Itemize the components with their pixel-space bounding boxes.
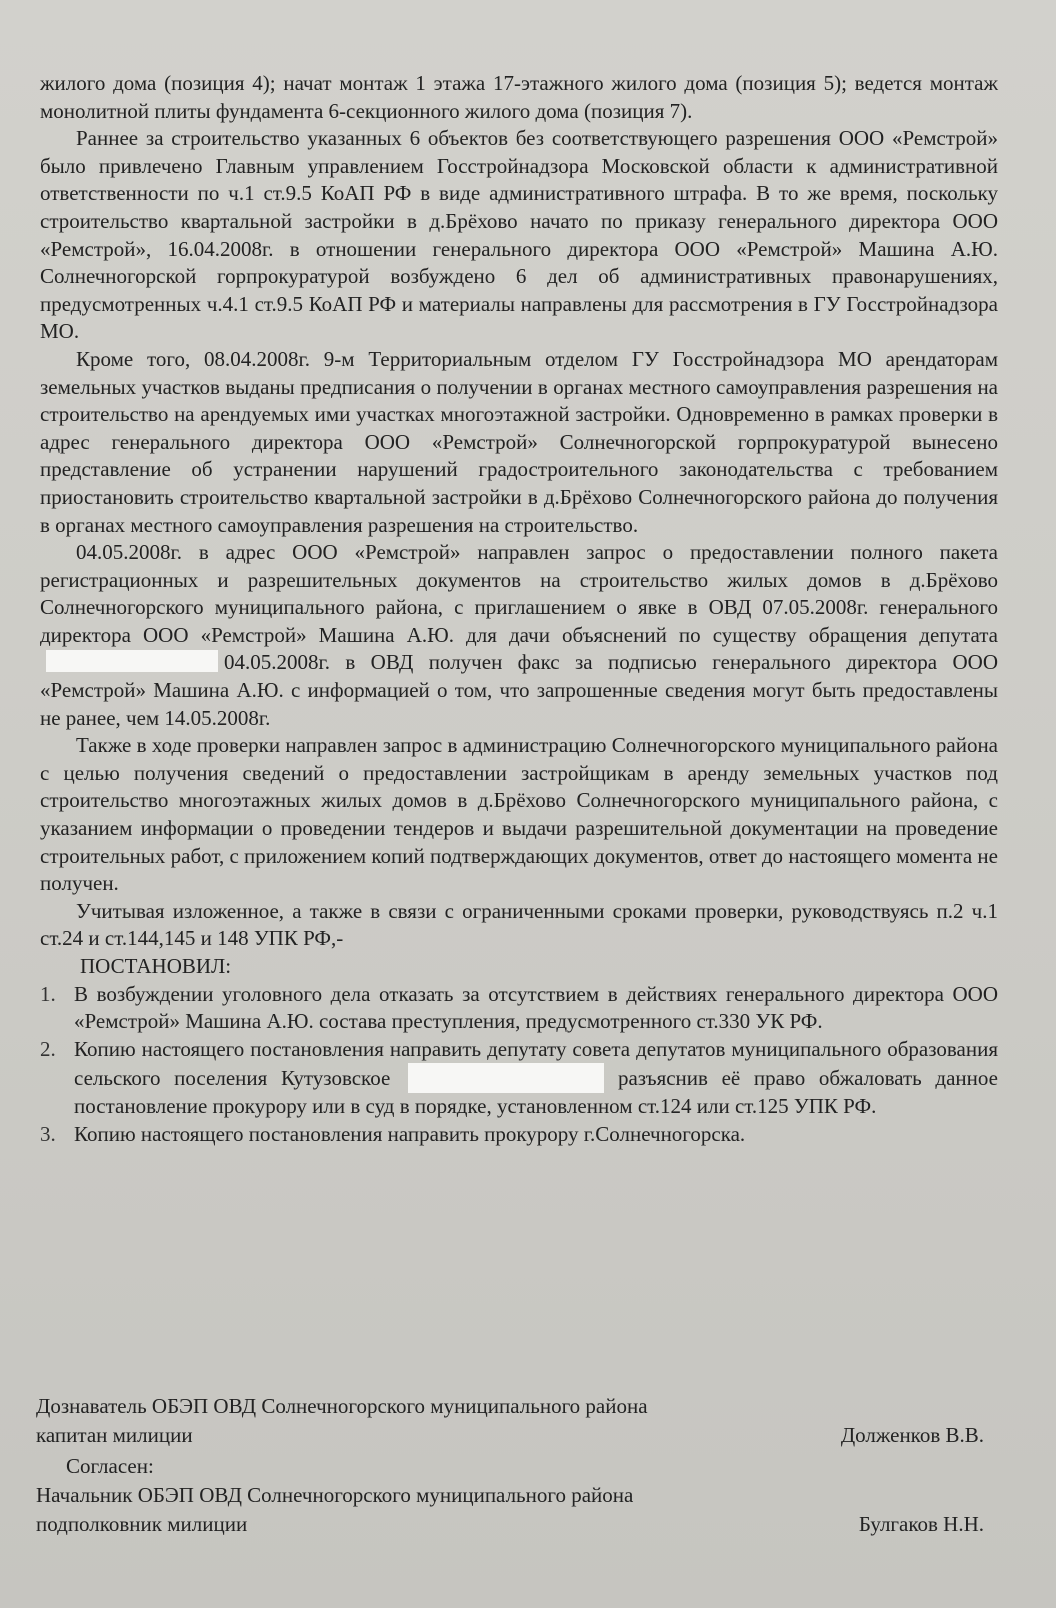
paragraph-prescriptions: Кроме того, 08.04.2008г. 9-м Территориальным отделом ГУ Госстройнадзора МО арендаторам земельных участков выданы предписания о получении в органах местного самоуправления разрешения на строительство на арендуемых ими участках многоэтажной застройки. Одновременно в рамках проверки в адрес генерального директора ООО «Ремстрой» Солнечногорской горпрокуратурой вынесено представление об устранении нарушений градостроительного законодательства с требованием приостановить строительство квартальной застройки в д.Брёхово Солнечногорского района до получения в органах местного самоуправления разрешения на строительство. [40, 346, 998, 537]
redaction-box [46, 650, 218, 672]
inquirer-position: Дознаватель ОБЭП ОВД Солнечногорского муниципального района [36, 1394, 648, 1418]
decision-item [40, 981, 998, 1036]
chief-signature-block [36, 1481, 996, 1539]
agreed-label-block [36, 1452, 996, 1481]
paragraph-administration-request: Также в ходе проверки направлен запрос в администрацию Солнечногорского муниципального района с целью получения сведений о предоставлении застройщикам в аренду земельных участков под строительство многоэтажных жилых домов в д.Брёхово Солнечногорского муниципального района, с указанием информации о проведении тендеров и выдачи разрешительной документации на проведение строительных работ, с приложением копий подтверждающих документов, ответ до настоящего момента не получен. [40, 733, 998, 896]
inquirer-name: Долженков В.В. [840, 1423, 984, 1447]
decision-text-after: разъяснив её право обжаловать данное постановление прокурору или в суд в порядке, установленном ст.124 или ст.125 УПК РФ. [74, 1066, 998, 1119]
inquirer-rank-row [36, 1421, 996, 1450]
decision-number: 3. [40, 1121, 56, 1146]
inquirer-rank: капитан милиции [36, 1423, 193, 1447]
decision-text: В возбуждении уголовного дела отказать за отсутствием в действиях генерального директора ООО «Ремстрой» Машина А.Ю. состава преступления, предусмотренного ст.330 УК РФ. [74, 981, 998, 1034]
paragraph-document-request [40, 539, 998, 732]
decision-text: Копию настоящего постановления направить прокурору г.Солнечногорска. [74, 1121, 746, 1146]
paragraph-construction-status: жилого дома (позиция 4); начат монтаж 1 этажа 17-этажного жилого дома (позиция 5); ведется монтаж монолитной плиты фундамента 6-секционного жилого дома (позиция 7). [40, 71, 998, 123]
chief-rank-row [36, 1510, 996, 1539]
redaction-box [408, 1063, 604, 1093]
decision-number: 1. [40, 981, 56, 1006]
request-text-before: 04.05.2008г. в адрес ООО «Ремстрой» направлен запрос о предоставлении полного пакета регистрационных и разрешительных документов на строительство жилых домов в д.Брёхово Солнечногорского муниципального района, с приглашением о явке в ОВД 07.05.2008г. генерального директора ООО «Ремстрой» Машина А.Ю. для дачи объяснений по существу обращения депутата [40, 540, 998, 647]
document-body [40, 70, 998, 1149]
inquirer-signature-block [36, 1392, 996, 1450]
paragraph-earlier-liability: Раннее за строительство указанных 6 объектов без соответствующего разрешения ООО «Ремстрой» было привлечено Главным управлением Госстройнадзора Московской области к административной ответственности по ч.1 ст.9.5 КоАП РФ в виде административного штрафа. В то же время, поскольку строительство квартальной застройки в д.Брёхово начато по приказу генерального директора ООО «Ремстрой», 16.04.2008г. в отношении генерального директора ООО «Ремстрой» Машина А.Ю. Солнечногорской горпрокуратурой возбуждено 6 дел об административных правонарушениях, предусмотренных ч.4.1 ст.9.5 КоАП РФ и материалы направлены для рассмотрения в ГУ Госстройнадзора МО. [40, 126, 998, 344]
chief-rank: подполковник милиции [36, 1512, 248, 1536]
agreed-label: Согласен: [66, 1454, 154, 1478]
request-text-after: 04.05.2008г. в ОВД получен факс за подписью генерального директора ООО «Ремстрой» Машина А.Ю. с информацией о том, что запрошенные сведения могут быть предоставлены не ранее, чем 14.05.2008г. [40, 650, 998, 730]
decision-item [40, 1036, 998, 1121]
paragraph-considering: Учитывая изложенное, а также в связи с ограниченными сроками проверки, руководствуясь п.2 ч.1 ст.24 и ст.144,145 и 148 УПК РФ,- [40, 898, 998, 951]
decision-number: 2. [40, 1036, 56, 1061]
decision-list [40, 981, 998, 1149]
decision-item [40, 1121, 998, 1149]
chief-name: Булгаков Н.Н. [858, 1512, 984, 1536]
decree-heading: ПОСТАНОВИЛ: [80, 954, 232, 978]
decision-text-before: Копию настоящего постановления направить депутату совета депутатов муниципального образования сельского поселения Кутузовское [74, 1036, 998, 1091]
chief-position: Начальник ОБЭП ОВД Солнечногорского муниципального района [36, 1483, 634, 1507]
